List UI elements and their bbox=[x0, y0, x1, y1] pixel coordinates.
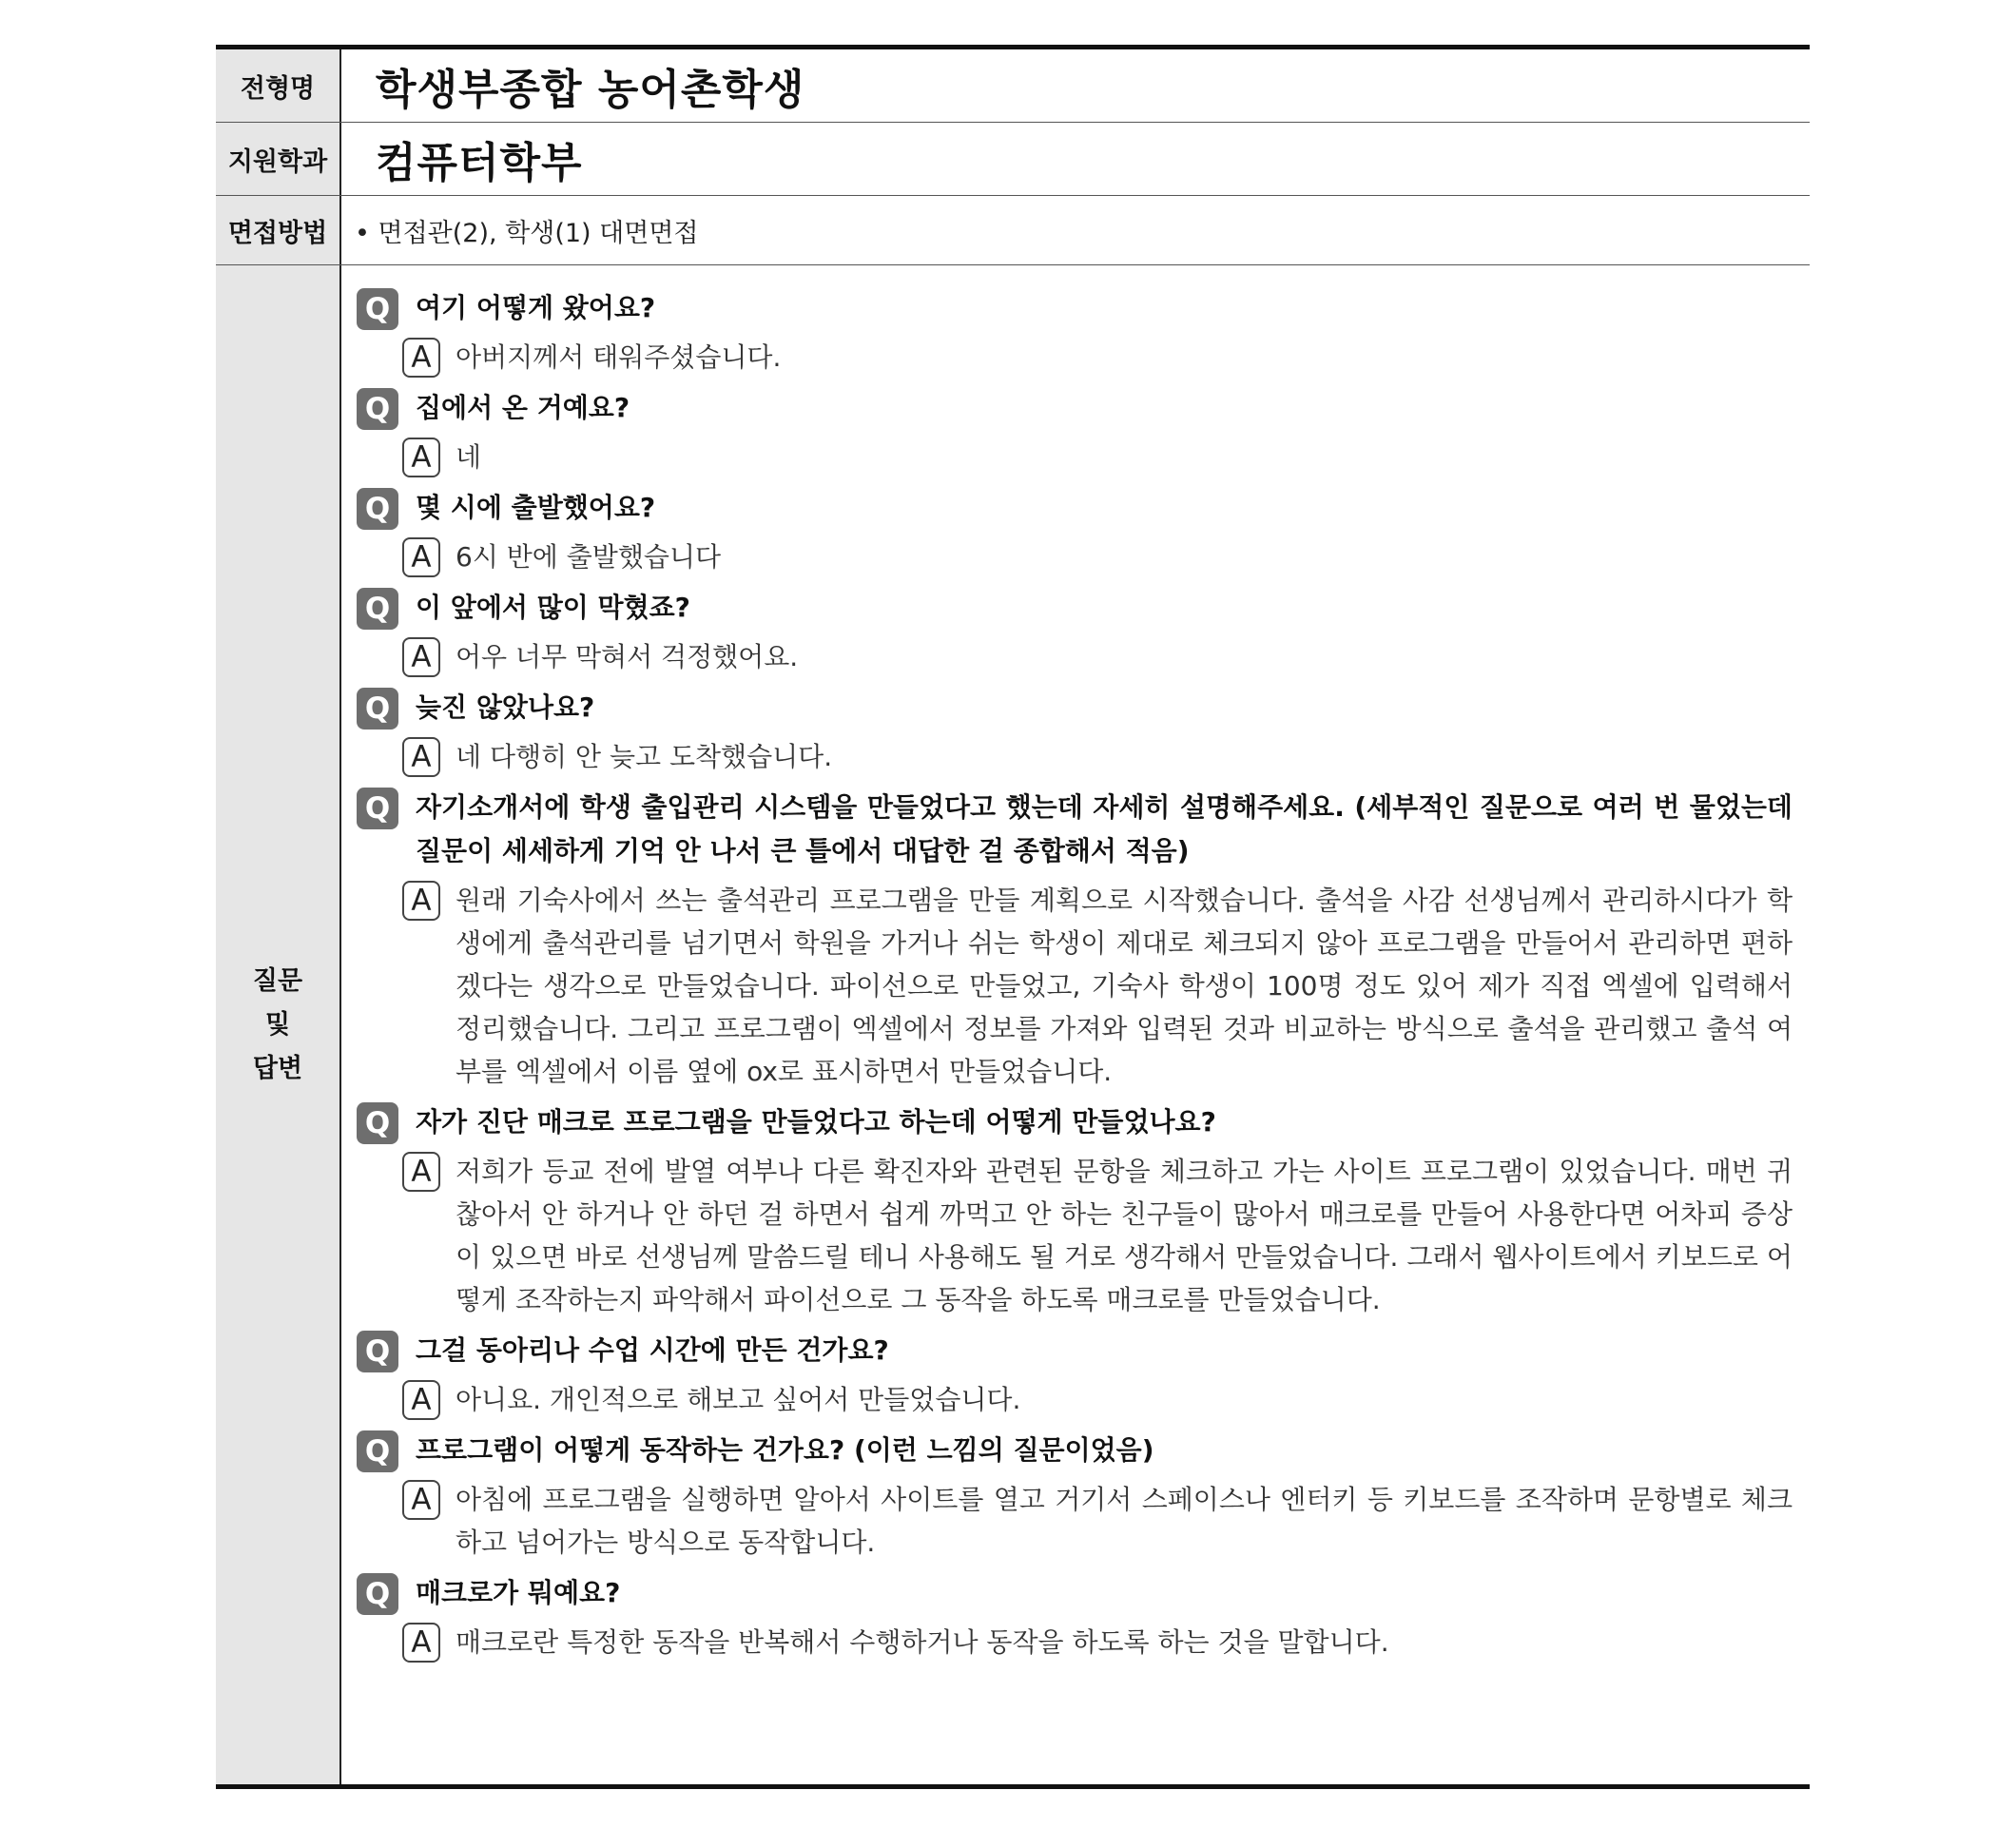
qa-item bbox=[357, 1329, 1793, 1421]
answer-line bbox=[402, 635, 1793, 678]
question-badge: Q bbox=[357, 388, 398, 430]
qa-item bbox=[357, 486, 1793, 578]
question-text: 늦진 않았나요? bbox=[416, 691, 595, 723]
question-text: 자가 진단 매크로 프로그램을 만들었다고 하는데 어떻게 만들었나요? bbox=[416, 1106, 1216, 1138]
qa-item bbox=[357, 586, 1793, 678]
question-line bbox=[357, 1100, 1793, 1144]
answer-line bbox=[402, 1621, 1793, 1664]
answer-text: 어우 너무 막혀서 걱정했어요. bbox=[456, 641, 799, 672]
qa-label-line-1: 질문 bbox=[252, 965, 303, 996]
qa-item bbox=[357, 386, 1793, 478]
answer-badge: A bbox=[402, 1152, 440, 1192]
answer-line bbox=[402, 336, 1793, 379]
question-line bbox=[357, 1571, 1793, 1615]
department-cell bbox=[341, 123, 1810, 195]
qa-list bbox=[341, 265, 1810, 1784]
admission-type-cell bbox=[341, 49, 1810, 122]
question-badge: Q bbox=[357, 1430, 398, 1472]
question-line bbox=[357, 486, 1793, 530]
row-department bbox=[216, 123, 1810, 196]
question-line bbox=[357, 586, 1793, 630]
answer-line bbox=[402, 535, 1793, 578]
question-badge: Q bbox=[357, 688, 398, 730]
answer-badge: A bbox=[402, 1480, 440, 1520]
interview-method-label: 면접방법 bbox=[216, 196, 341, 264]
interview-table bbox=[216, 45, 1810, 1789]
admission-type-value: 학생부종합 농어촌학생 bbox=[376, 66, 805, 114]
row-interview-method bbox=[216, 196, 1810, 265]
qa-item bbox=[357, 286, 1793, 379]
answer-text: 저희가 등교 전에 발열 여부나 다른 확진자와 관련된 문항을 체크하고 가는 사이트 프로그램이 있었습니다. 매번 귀찮아서 안 하거나 안 하던 걸 하면서 쉽게 까먹고 안 하는 친구들이 많아서 매크로를 만들어 사용한다면 어차피 증상이 있으면 바로 선생님께 말씀드릴 테니 사용해도 될 거로 생각해서 만들었습니다. 그래서 웹사이트에서 키보드로 어떻게 조작하는지 파악해서 파이선으로 그 동작을 하도록 매크로를 만들었습니다. bbox=[456, 1156, 1793, 1315]
answer-badge: A bbox=[402, 737, 440, 777]
question-text: 집에서 온 거예요? bbox=[416, 392, 630, 423]
qa-label-line-2: 및 bbox=[264, 1009, 291, 1040]
question-line bbox=[357, 1329, 1793, 1372]
row-admission-type bbox=[216, 49, 1810, 123]
answer-line bbox=[402, 879, 1793, 1093]
question-text: 자기소개서에 학생 출입관리 시스템을 만들었다고 했는데 자세히 설명해주세요. (세부적인 질문으로 여러 번 물었는데 질문이 세세하게 기억 안 나서 큰 틀에서 대답한 걸 종합해서 적음) bbox=[416, 791, 1793, 866]
question-line bbox=[357, 1429, 1793, 1472]
question-text: 몇 시에 출발했어요? bbox=[416, 492, 656, 523]
question-badge: Q bbox=[357, 788, 398, 829]
answer-line bbox=[402, 735, 1793, 778]
answer-text: 6시 반에 출발했습니다 bbox=[456, 541, 722, 573]
question-line bbox=[357, 786, 1793, 873]
question-badge: Q bbox=[357, 288, 398, 330]
answer-text: 아침에 프로그램을 실행하면 알아서 사이트를 열고 거기서 스페이스나 엔터키 등 키보드를 조작하며 문항별로 체크하고 넘어가는 방식으로 동작합니다. bbox=[456, 1484, 1793, 1558]
qa-item bbox=[357, 1429, 1793, 1564]
answer-badge: A bbox=[402, 881, 440, 921]
question-badge: Q bbox=[357, 488, 398, 530]
answer-badge: A bbox=[402, 1380, 440, 1420]
qa-item bbox=[357, 686, 1793, 778]
answer-badge: A bbox=[402, 338, 440, 378]
answer-text: 아니요. 개인적으로 해보고 싶어서 만들었습니다. bbox=[456, 1384, 1021, 1415]
row-qa bbox=[216, 265, 1810, 1784]
department-label: 지원학과 bbox=[216, 123, 341, 195]
question-text: 그걸 동아리나 수업 시간에 만든 건가요? bbox=[416, 1334, 889, 1366]
qa-label-line-3: 답변 bbox=[252, 1053, 303, 1083]
question-text: 프로그램이 어떻게 동작하는 건가요? (이런 느낌의 질문이었음) bbox=[416, 1434, 1154, 1466]
answer-badge: A bbox=[402, 637, 440, 677]
interview-method-value: • 면접관(2), 학생(1) 대면면접 bbox=[355, 218, 699, 248]
question-text: 이 앞에서 많이 막혔죠? bbox=[416, 592, 690, 623]
answer-badge: A bbox=[402, 438, 440, 477]
qa-label bbox=[216, 265, 341, 1784]
answer-line bbox=[402, 1378, 1793, 1421]
answer-text: 네 다행히 안 늦고 도착했습니다. bbox=[456, 741, 833, 772]
question-badge: Q bbox=[357, 588, 398, 630]
admission-type-label: 전형명 bbox=[216, 49, 341, 122]
question-line bbox=[357, 286, 1793, 330]
answer-text: 매크로란 특정한 동작을 반복해서 수행하거나 동작을 하도록 하는 것을 말합니다. bbox=[456, 1626, 1389, 1658]
answer-badge: A bbox=[402, 1623, 440, 1663]
answer-badge: A bbox=[402, 537, 440, 577]
question-badge: Q bbox=[357, 1573, 398, 1615]
answer-text: 아버지께서 태워주셨습니다. bbox=[456, 341, 782, 373]
question-line bbox=[357, 386, 1793, 430]
answer-text: 네 bbox=[456, 441, 482, 473]
answer-line bbox=[402, 1478, 1793, 1564]
answer-text: 원래 기숙사에서 쓰는 출석관리 프로그램을 만들 계획으로 시작했습니다. 출석을 사감 선생님께서 관리하시다가 학생에게 출석관리를 넘기면서 학원을 가거나 쉬는 학생이 제대로 체크되지 않아 프로그램을 만들어서 관리하면 편하겠다는 생각으로 만들었습니다. 파이선으로 만들었고, 기숙사 학생이 100명 정도 있어 제가 직접 엑셀에 입력해서 정리했습니다. 그리고 프로그램이 엑셀에서 정보를 가져와 입력된 것과 비교하는 방식으로 출석을 관리했고 출석 여부를 엑셀에서 이름 옆에 ox로 표시하면서 만들었습니다. bbox=[456, 885, 1793, 1087]
question-badge: Q bbox=[357, 1102, 398, 1144]
interview-method-cell bbox=[341, 196, 1810, 264]
qa-item bbox=[357, 786, 1793, 1093]
question-text: 매크로가 뭐예요? bbox=[416, 1577, 621, 1608]
department-value: 컴퓨터학부 bbox=[376, 139, 583, 187]
answer-line bbox=[402, 1150, 1793, 1321]
qa-item bbox=[357, 1100, 1793, 1321]
question-line bbox=[357, 686, 1793, 730]
question-badge: Q bbox=[357, 1331, 398, 1372]
question-text: 여기 어떻게 왔어요? bbox=[416, 292, 656, 323]
qa-item bbox=[357, 1571, 1793, 1664]
answer-line bbox=[402, 436, 1793, 478]
